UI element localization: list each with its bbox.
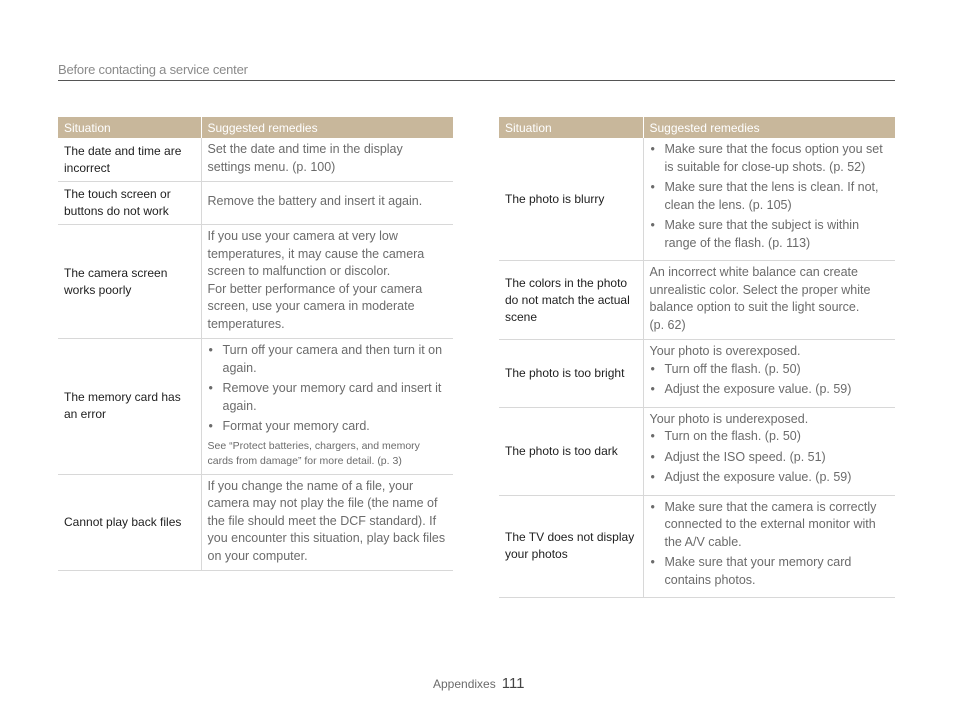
table-row xyxy=(58,138,453,182)
situation-cell: The photo is blurry xyxy=(499,138,643,261)
section-title: Before contacting a service center xyxy=(58,62,248,77)
remedy-text: If you use your camera at very low temperatures, it may cause the camera screen to malfunction or discolor. xyxy=(207,229,425,278)
list-item: • Turn on the flash. (p. 50) xyxy=(650,428,890,446)
table-header-row xyxy=(58,117,453,138)
footer-section-label: Appendixes xyxy=(433,677,496,691)
table-row xyxy=(499,495,895,598)
list-item: • Make sure that your memory card contains photos. xyxy=(650,554,890,589)
situation-cell: The photo is too bright xyxy=(499,340,643,408)
situation-cell: The memory card has an error xyxy=(58,339,201,475)
remedy-intro: Your photo is overexposed. xyxy=(649,344,801,358)
column-header-remedies: Suggested remedies xyxy=(643,117,895,138)
table-row xyxy=(499,340,895,408)
list-item: • Make sure that the lens is clean. If not, clean the lens. (p. 105) xyxy=(650,179,890,214)
troubleshooting-table-right xyxy=(499,117,895,598)
header-divider xyxy=(58,80,895,81)
page-footer xyxy=(433,675,525,693)
column-header-situation: Situation xyxy=(58,117,201,138)
remedy-list xyxy=(208,342,448,436)
remedy-cell xyxy=(643,340,895,408)
remedy-cell xyxy=(643,495,895,598)
table-row xyxy=(58,182,453,225)
remedy-cell: If you change the name of a file, your camera may not play the file (the name of the file should meet the DCF standard). If you encounter this situation, play back files on your computer. xyxy=(201,474,453,571)
situation-cell: The touch screen or buttons do not work xyxy=(58,182,201,225)
table-row xyxy=(58,474,453,571)
list-item: • Turn off your camera and then turn it on again. xyxy=(208,342,448,377)
remedy-cell xyxy=(643,261,895,340)
table-header-row xyxy=(499,117,895,138)
situation-cell: The camera screen works poorly xyxy=(58,225,201,339)
remedy-list xyxy=(650,499,890,590)
list-item: • Adjust the ISO speed. (p. 51) xyxy=(650,449,890,467)
situation-cell: The colors in the photo do not match the actual scene xyxy=(499,261,643,340)
remedy-intro: Your photo is underexposed. xyxy=(649,411,809,426)
list-item: • Adjust the exposure value. (p. 59) xyxy=(650,381,890,399)
table-row xyxy=(499,407,895,495)
situation-cell: The date and time are incorrect xyxy=(58,138,201,182)
table-row xyxy=(58,339,453,475)
remedy-cell: Set the date and time in the display settings menu. (p. 100) xyxy=(201,138,453,182)
remedy-cell xyxy=(201,225,453,339)
table-row xyxy=(58,225,453,339)
list-item: • Turn off the flash. (p. 50) xyxy=(650,361,890,379)
table-row xyxy=(499,261,895,340)
troubleshooting-table-left xyxy=(58,117,453,571)
situation-cell: The TV does not display your photos xyxy=(499,495,643,598)
table-row xyxy=(499,138,895,261)
remedy-list xyxy=(650,361,890,399)
remedy-cell xyxy=(201,339,453,475)
remedy-cell xyxy=(643,138,895,261)
list-item: • Remove your memory card and insert it again. xyxy=(208,380,448,415)
remedy-list xyxy=(650,428,890,487)
remedy-cell: Remove the battery and insert it again. xyxy=(201,182,453,225)
column-header-remedies: Suggested remedies xyxy=(201,117,453,138)
situation-cell: The photo is too dark xyxy=(499,407,643,495)
situation-cell: Cannot play back files xyxy=(58,474,201,571)
column-header-situation: Situation xyxy=(499,117,643,138)
remedy-text: (p. 62) xyxy=(649,317,686,332)
list-item: • Make sure that the camera is correctly connected to the external monitor with the A/V cable. xyxy=(650,499,890,552)
remedy-list xyxy=(650,141,890,252)
remedy-text: For better performance of your camera screen, use your camera in moderate temperatures. xyxy=(207,281,423,331)
remedy-cell xyxy=(643,407,895,495)
list-item: • Make sure that the subject is within range of the flash. (p. 113) xyxy=(650,217,890,252)
list-item: • Adjust the exposure value. (p. 59) xyxy=(650,469,890,487)
page-number: 111 xyxy=(501,675,525,692)
remedy-text: An incorrect white balance can create unrealistic color. Select the proper white balance option to suit the light source. xyxy=(649,265,871,314)
reference-note: See “Protect batteries, chargers, and memory cards from damage” for more detail. (p. 3) xyxy=(207,439,420,467)
list-item: • Format your memory card. xyxy=(208,418,448,436)
list-item: • Make sure that the focus option you set is suitable for close-up shots. (p. 52) xyxy=(650,141,890,176)
